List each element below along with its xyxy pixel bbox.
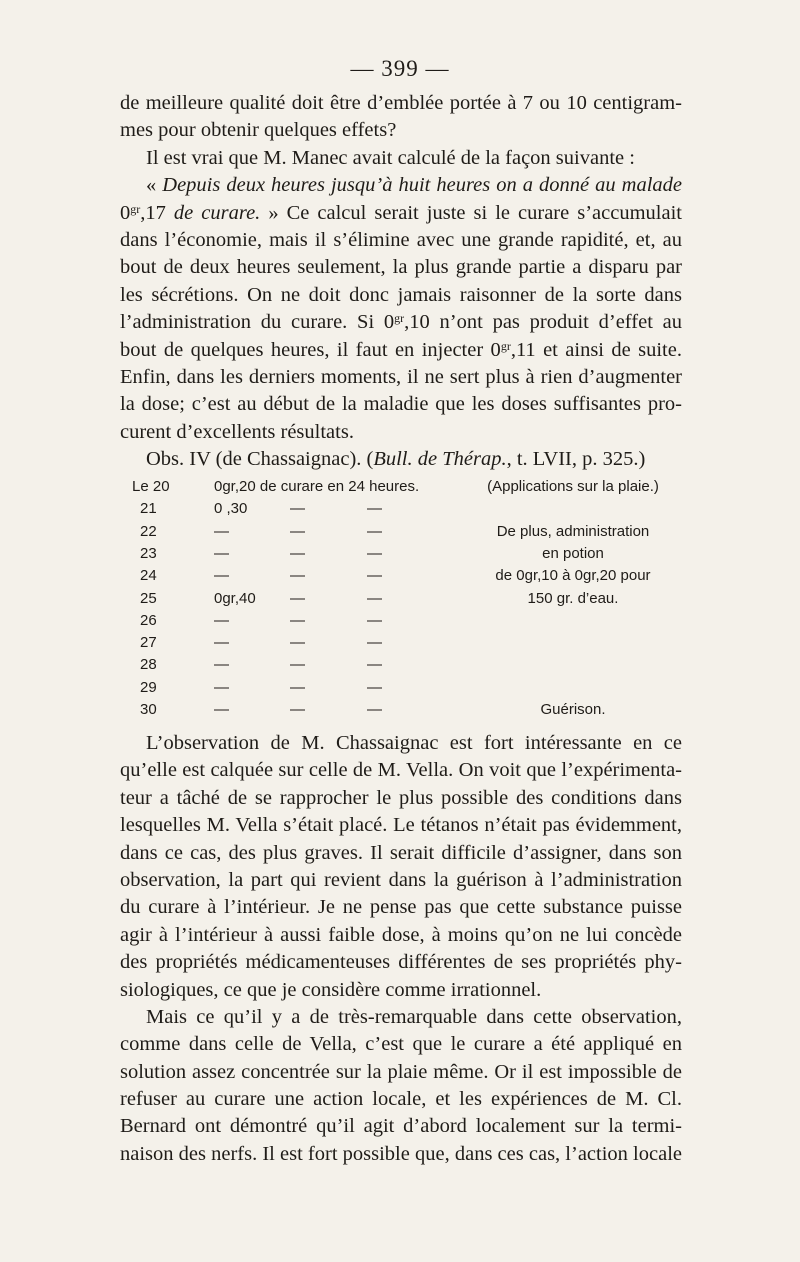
ditto-dash: — — [367, 701, 382, 718]
ditto-dash: — — [367, 589, 382, 607]
note-cell: De plus, administration — [496, 522, 650, 540]
dose-cell: — — [214, 701, 229, 718]
paragraph-discussion — [120, 730, 682, 1168]
dose-cell: — — [214, 656, 229, 674]
quote-open: « — [146, 174, 163, 197]
ditto-dash: — — [290, 500, 305, 518]
day-cell: 26 — [140, 611, 157, 629]
ditto-dash: — — [290, 678, 305, 696]
dose-cell: 0gr,20 de curare en 24 heures. — [214, 478, 420, 495]
text-line: dans ce cas, des plus graves. Il serait difficile d’assigner, dans son — [120, 841, 682, 864]
table-row — [0, 610, 800, 632]
text-fragment: » Ce calcul serait juste si le curare s’accumulait — [260, 201, 682, 224]
text-fragment: ,11 et ainsi de suite. — [510, 338, 682, 361]
unit-gr: gr — [500, 338, 511, 353]
day-cell: 27 — [140, 634, 157, 652]
table-row — [0, 543, 800, 565]
day-cell: 23 — [140, 544, 157, 562]
table-row — [0, 565, 800, 587]
text-line: de meilleure qualité doit être d’emblée portée à 7 ou 10 centigram- — [120, 92, 682, 114]
text-fragment: ,17 — [140, 201, 174, 224]
quote-italic: de curare. — [173, 201, 261, 224]
ditto-dash: — — [367, 656, 382, 674]
text-line: qu’elle est calquée sur celle de M. Vella. On voit que l’expérimenta- — [120, 759, 682, 782]
text-line: mes pour obtenir quelques effets? — [120, 119, 397, 142]
observation-heading — [120, 446, 682, 473]
dose-cell: — — [214, 611, 229, 629]
day-cell: 25 — [140, 589, 157, 607]
note-cell: Guérison. — [540, 701, 606, 718]
dose-cell: — — [214, 567, 229, 585]
text-line: comme dans celle de Vella, c’est que le curare a été appliqué en — [120, 1033, 682, 1056]
text-fragment: 0 — [120, 201, 131, 224]
note-cell: (Applications sur la plaie.) — [487, 478, 659, 495]
text-line — [120, 200, 682, 227]
day-cell: 30 — [140, 701, 157, 718]
table-row — [0, 699, 800, 721]
text-line: Enfin, dans les derniers moments, il ne sert plus à rien d’augmenter — [120, 365, 682, 388]
ditto-dash: — — [367, 544, 382, 562]
text-line: siologiques, ce que je considère comme irrationnel. — [120, 978, 542, 1001]
text-line: la dose; c’est au début de la maladie que les doses suffisantes pro- — [120, 393, 682, 416]
journal-title: Bull. de Thérap. — [373, 448, 507, 471]
ditto-dash: — — [290, 611, 305, 629]
dose-cell: — — [214, 634, 229, 652]
text-line — [120, 172, 682, 199]
ditto-dash: — — [367, 522, 382, 540]
text-line: des propriétés médicamenteuses différentes de ses propriétés phy- — [120, 951, 682, 974]
table-row — [0, 632, 800, 654]
text-line: Il est vrai que M. Manec avait calculé de la façon suivante : — [146, 146, 635, 169]
day-cell: 28 — [140, 656, 157, 674]
text-line: observation, la part qui revient dans la guérison à l’administration — [120, 868, 682, 891]
day-cell: 22 — [140, 522, 157, 540]
day-cell: 29 — [140, 678, 157, 696]
note-cell: de 0gr,10 à 0gr,20 pour — [495, 567, 651, 585]
table-row — [0, 521, 800, 543]
ditto-dash: — — [290, 701, 305, 718]
text-fragment: , t. LVII, p. 325.) — [506, 448, 646, 471]
table-row — [0, 654, 800, 676]
ditto-dash: — — [367, 678, 382, 696]
ditto-dash: — — [367, 634, 382, 652]
dose-cell: 0gr,40 — [214, 589, 256, 607]
dose-cell: — — [214, 544, 229, 562]
page-number: — 399 — — [350, 56, 450, 81]
ditto-dash: — — [290, 634, 305, 652]
quote-italic: Depuis deux heures jusqu’à huit heures on a donné au malade — [162, 174, 682, 197]
text-line: agir à l’intérieur à aussi faible dose, à moins qu’on ne lui concède — [120, 923, 682, 946]
dose-cell: — — [214, 522, 229, 540]
text-fragment: ,10 n’ont pas produit d’effet au — [404, 311, 682, 334]
ditto-dash: — — [290, 522, 305, 540]
dose-cell: — — [214, 678, 229, 696]
ditto-dash: — — [367, 611, 382, 629]
text-line: Bernard ont démontré qu’il agit d’abord localement sur la termi- — [120, 1115, 682, 1138]
ditto-dash: — — [367, 567, 382, 585]
unit-gr: gr — [394, 311, 405, 326]
table-row — [0, 498, 800, 520]
text-line: L’observation de M. Chassaignac est fort intéressante en ce — [146, 732, 682, 754]
text-line: curent d’excellents résultats. — [120, 420, 354, 443]
ditto-dash: — — [290, 589, 305, 607]
table-row — [0, 677, 800, 699]
text-fragment: Obs. IV (de Chassaignac). ( — [146, 448, 374, 471]
ditto-dash: — — [290, 656, 305, 674]
text-line: du curare à l’intérieur. Je ne pense pas que cette substance puisse — [120, 896, 682, 919]
text-line — [120, 337, 682, 364]
day-cell: 21 — [140, 500, 157, 518]
text-line: les sécrétions. On ne doit donc jamais raisonner de la sorte dans — [120, 283, 682, 306]
text-line: refuser au curare une action locale, et les expériences de M. Cl. — [120, 1088, 682, 1111]
day-cell: Le 20 — [132, 478, 170, 495]
note-cell: en potion — [542, 544, 604, 562]
text-fragment: l’administration du curare. Si 0 — [120, 311, 395, 334]
text-line: teur a tâché de se rapprocher le plus possible des conditions dans — [120, 786, 682, 809]
text-line: dans l’économie, mais il s’élimine avec une grande rapidité, et, au — [120, 228, 682, 251]
paragraph-intro — [120, 90, 682, 473]
text-line: lesquelles M. Vella s’était placé. Le tétanos n’était pas évidemment, — [120, 814, 682, 837]
text-line — [120, 309, 682, 336]
table-row — [0, 588, 800, 610]
text-fragment: bout de quelques heures, il faut en injecter 0 — [120, 338, 501, 361]
ditto-dash: — — [290, 544, 305, 562]
text-line: naison des nerfs. Il est fort possible que, dans ces cas, l’action locale — [120, 1142, 682, 1165]
text-line: bout de deux heures seulement, la plus grande partie a disparu par — [120, 256, 682, 279]
text-line: Mais ce qu’il y a de très-remarquable dans cette observation, — [146, 1005, 682, 1028]
day-cell: 24 — [140, 567, 157, 585]
ditto-dash: — — [367, 500, 382, 518]
dose-cell: 0 ,30 — [214, 500, 248, 518]
ditto-dash: — — [290, 567, 305, 585]
note-cell: 150 gr. d’eau. — [527, 589, 619, 607]
table-row — [0, 476, 800, 498]
text-line: solution assez concentrée sur la plaie même. Or il est impossible de — [120, 1060, 682, 1083]
unit-gr: gr — [130, 201, 141, 216]
